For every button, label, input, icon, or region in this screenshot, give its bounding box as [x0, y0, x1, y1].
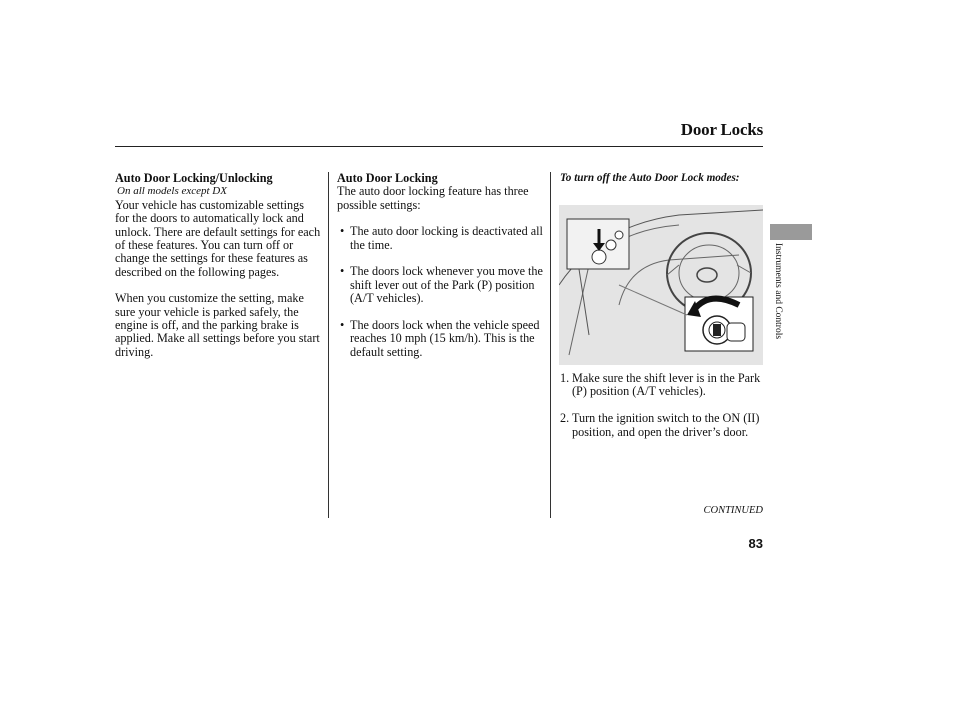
paragraph: Your vehicle has customizable settings for the doors to automatically lock and unlock. There are default settings for each of these features. You can turn off or change the settings for these features as described on the following pages. [115, 197, 321, 279]
list-item: • The doors lock whenever you move the shift lever out of the Park (P) position (A/T vehicles). [337, 265, 543, 305]
section-heading: Auto Door Locking/Unlocking [115, 171, 273, 185]
column-1 [115, 172, 321, 359]
list-item: • The auto door locking is deactivated all the time. [337, 225, 543, 252]
list-item: • The doors lock when the vehicle speed reaches 10 mph (15 km/h). This is the default setting. [337, 319, 543, 359]
page-title: Door Locks [680, 120, 763, 139]
column-divider [550, 172, 551, 518]
dashboard-ignition-drawing [559, 205, 763, 365]
paragraph: When you customize the setting, make sure your vehicle is parked safely, the engine is off, and the parking brake is applied. Make all settings before you start driving. [115, 291, 320, 359]
column-2 [337, 172, 543, 373]
header-rule [115, 146, 763, 147]
steps-list [560, 372, 764, 439]
list-item: 1. Make sure the shift lever is in the Park (P) position (A/T vehicles). [560, 371, 761, 399]
section-heading: Auto Door Locking [337, 171, 438, 185]
list-item: 2. Turn the ignition switch to the ON (II) position, and open the driver’s door. [560, 411, 760, 439]
steps-block [560, 372, 764, 452]
paragraph: The auto door locking feature has three possible settings: [337, 184, 529, 212]
section-tab-label: Instruments and Controls [773, 243, 783, 340]
settings-list [337, 225, 543, 359]
column-divider [328, 172, 329, 518]
section-tab [770, 224, 812, 240]
page-number: 83 [748, 536, 763, 551]
ignition-illustration [559, 205, 763, 365]
column-3 [560, 172, 764, 185]
model-note: On all models except DX [117, 185, 227, 198]
section-heading: To turn off the Auto Door Lock modes: [560, 172, 740, 184]
continued-label: CONTINUED [703, 505, 763, 516]
